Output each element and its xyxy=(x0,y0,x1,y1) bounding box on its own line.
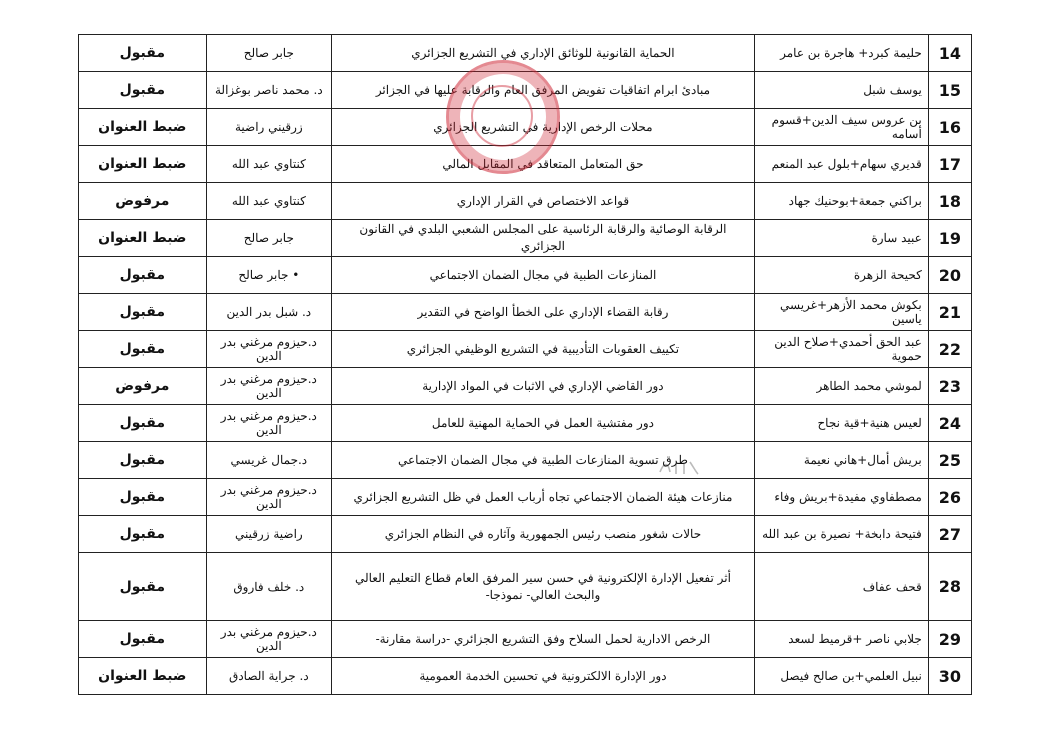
row-number: 17 xyxy=(928,146,971,183)
row-number: 26 xyxy=(928,479,971,516)
decision: ضبط العنوان xyxy=(79,146,207,183)
decision: مقبول xyxy=(79,35,207,72)
supervisor: جابر صالح xyxy=(206,220,331,257)
supervisor: د.حيزوم مرغني بدر الدين xyxy=(206,331,331,368)
row-number: 21 xyxy=(928,294,971,331)
student-names: بريش أمال+هاني نعيمة xyxy=(754,442,928,479)
thesis-title: قواعد الاختصاص في القرار الإداري xyxy=(332,183,755,220)
decision: مقبول xyxy=(79,257,207,294)
supervisor: كنتاوي عبد الله xyxy=(206,183,331,220)
decision: ضبط العنوان xyxy=(79,109,207,146)
student-names: مصطفاوي مفيدة+بريش وفاء xyxy=(754,479,928,516)
thesis-title: الحماية القانونية للوثائق الإداري في التشريع الجزائري xyxy=(332,35,755,72)
decision: مقبول xyxy=(79,516,207,553)
row-number: 18 xyxy=(928,183,971,220)
thesis-title: دور الإدارة الالكترونية في تحسين الخدمة العمومية xyxy=(332,658,755,695)
table-row xyxy=(79,516,972,553)
thesis-title: مبادئ ابرام اتفاقيات تفويض المرفق العام والرقابة عليها في الجزائر xyxy=(332,72,755,109)
thesis-title: رقابة القضاء الإداري على الخطأ الواضح في التقدير xyxy=(332,294,755,331)
supervisor: د. جراية الصادق xyxy=(206,658,331,695)
student-names: عبد الحق أحمدي+صلاح الدين حموية xyxy=(754,331,928,368)
row-number: 30 xyxy=(928,658,971,695)
row-number: 23 xyxy=(928,368,971,405)
row-number: 29 xyxy=(928,621,971,658)
supervisor: د. خلف فاروق xyxy=(206,553,331,621)
student-names: بكوش محمد الأزهر+غريسي ياسين xyxy=(754,294,928,331)
decision: مقبول xyxy=(79,331,207,368)
table-row xyxy=(79,442,972,479)
student-names: قحف عفاف xyxy=(754,553,928,621)
supervisor: د. شبل بدر الدين xyxy=(206,294,331,331)
decision: مرفوض xyxy=(79,183,207,220)
supervisor: د. محمد ناصر بوغزالة xyxy=(206,72,331,109)
thesis-title: تكييف العقوبات التأديبية في التشريع الوظيفي الجزائري xyxy=(332,331,755,368)
table-row xyxy=(79,109,972,146)
table-row xyxy=(79,257,972,294)
supervisor: د.حيزوم مرغني بدر الدين xyxy=(206,479,331,516)
row-number: 14 xyxy=(928,35,971,72)
thesis-decisions-table xyxy=(78,34,972,695)
student-names: لموشي محمد الطاهر xyxy=(754,368,928,405)
student-names: حليمة كبرد+ هاجرة بن عامر xyxy=(754,35,928,72)
student-names: قديري سهام+بلول عبد المنعم xyxy=(754,146,928,183)
thesis-title: دور القاضي الإداري في الاثبات في المواد الإدارية xyxy=(332,368,755,405)
decision: مقبول xyxy=(79,553,207,621)
student-names: جلابي ناصر +قرميط لسعد xyxy=(754,621,928,658)
supervisor: د.جمال غريسي xyxy=(206,442,331,479)
table-row xyxy=(79,479,972,516)
supervisor: د.حيزوم مرغني بدر الدين xyxy=(206,405,331,442)
decision: مرفوض xyxy=(79,368,207,405)
row-number: 25 xyxy=(928,442,971,479)
student-names: كحيحة الزهرة xyxy=(754,257,928,294)
thesis-title: منازعات هيئة الضمان الاجتماعي تجاه أرباب العمل في ظل التشريع الجزائري xyxy=(332,479,755,516)
row-number: 24 xyxy=(928,405,971,442)
thesis-title: الرقابة الوصائية والرقابة الرئاسية على المجلس الشعبي البلدي في القانون الجزائري xyxy=(332,220,755,257)
decision: مقبول xyxy=(79,621,207,658)
student-names: براكني جمعة+بوحنيك جهاد xyxy=(754,183,928,220)
supervisor: راضية زرقيني xyxy=(206,516,331,553)
supervisor: زرقيني راضية xyxy=(206,109,331,146)
table-row xyxy=(79,294,972,331)
decision: ضبط العنوان xyxy=(79,658,207,695)
row-number: 22 xyxy=(928,331,971,368)
supervisor: د.حيزوم مرغني بدر الدين xyxy=(206,368,331,405)
thesis-title: حالات شغور منصب رئيس الجمهورية وآثاره في النظام الجزائري xyxy=(332,516,755,553)
decision: مقبول xyxy=(79,479,207,516)
supervisor: • جابر صالح xyxy=(206,257,331,294)
thesis-title: الرخص الادارية لحمل السلاح وفق التشريع الجزائري -دراسة مقارنة- xyxy=(332,621,755,658)
decision: ضبط العنوان xyxy=(79,220,207,257)
thesis-title: محلات الرخص الإدارية في التشريع الجزائري xyxy=(332,109,755,146)
table-row xyxy=(79,72,972,109)
student-names: لعيس هنية+قية نجاح xyxy=(754,405,928,442)
table-row xyxy=(79,658,972,695)
row-number: 27 xyxy=(928,516,971,553)
table-row xyxy=(79,405,972,442)
row-number: 19 xyxy=(928,220,971,257)
student-names: يوسف شبل xyxy=(754,72,928,109)
decision: مقبول xyxy=(79,72,207,109)
results-sheet xyxy=(78,34,972,695)
student-names: فتيحة دابخة+ نصيرة بن عبد الله xyxy=(754,516,928,553)
table-row xyxy=(79,35,972,72)
supervisor: جابر صالح xyxy=(206,35,331,72)
student-names: عبيد سارة xyxy=(754,220,928,257)
table-row xyxy=(79,331,972,368)
table-row xyxy=(79,368,972,405)
table-row xyxy=(79,183,972,220)
table-row xyxy=(79,621,972,658)
decision: مقبول xyxy=(79,442,207,479)
decision: مقبول xyxy=(79,405,207,442)
table-row xyxy=(79,220,972,257)
thesis-title: أثر تفعيل الإدارة الإلكترونية في حسن سير المرفق العام قطاع التعليم العالي والبحث العالي- نموذجا- xyxy=(332,553,755,621)
row-number: 16 xyxy=(928,109,971,146)
table-row xyxy=(79,146,972,183)
row-number: 28 xyxy=(928,553,971,621)
row-number: 15 xyxy=(928,72,971,109)
supervisor: د.حيزوم مرغني بدر الدين xyxy=(206,621,331,658)
thesis-title: المنازعات الطبية في مجال الضمان الاجتماعي xyxy=(332,257,755,294)
thesis-title: طرق تسوية المنازعات الطبية في مجال الضمان الاجتماعي xyxy=(332,442,755,479)
student-names: نبيل العلمي+بن صالح فيصل xyxy=(754,658,928,695)
table-row xyxy=(79,553,972,621)
thesis-title: دور مفتشية العمل في الحماية المهنية للعامل xyxy=(332,405,755,442)
decision: مقبول xyxy=(79,294,207,331)
student-names: بن عروس سيف الدين+قسوم أسامه xyxy=(754,109,928,146)
supervisor: كنتاوي عبد الله xyxy=(206,146,331,183)
row-number: 20 xyxy=(928,257,971,294)
thesis-title: حق المتعامل المتعاقد في المقابل المالي xyxy=(332,146,755,183)
